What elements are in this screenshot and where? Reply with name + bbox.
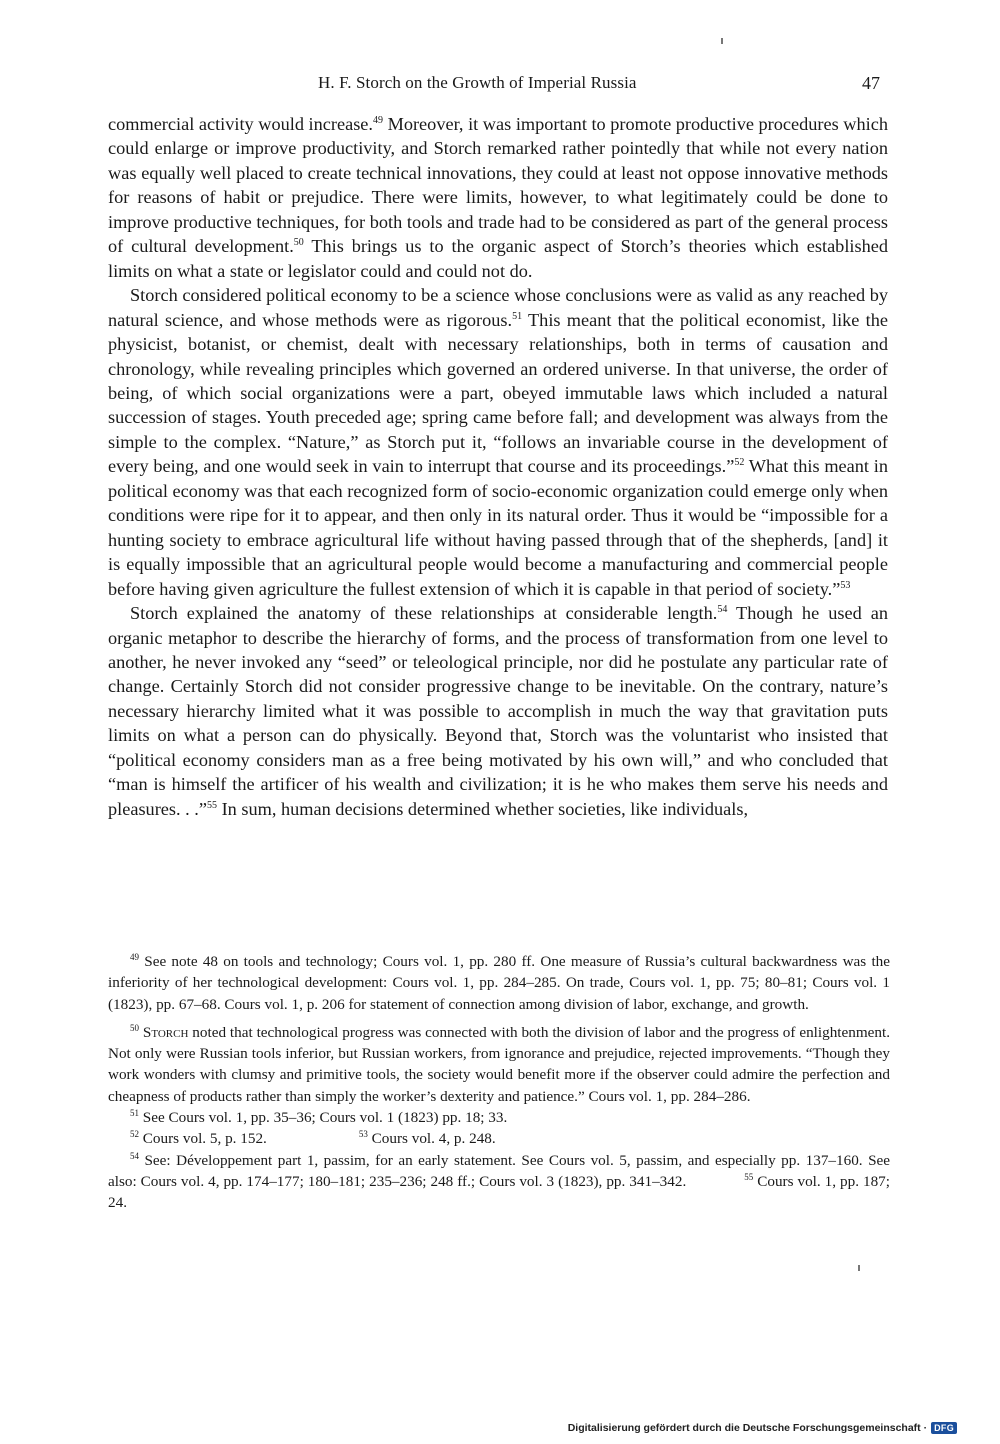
body-paragraph: Storch considered political economy to be a science whose conclusions were as valid as any reached by natural science, and whose methods were as rigorous.$^{51}$ This meant that the political economist, like the physicist, botanist, or chemist, dealt with necessary relationships, both in terms of causation and chronology, while revealing principles which governed an ordered universe. In that universe, the order of being, of which social organizations were a part, obeyed immutable laws which included a natural succession of stages. Youth preceded age; spring came before fall; and development was always from the simple to the complex. “Nature,” as Storch put it, “follows an invariable course in the development of every being, and one would seek in vain to interrupt that course and its proceedings.”$^{52}$ What this meant in political economy was that each recognized form of socio-economic organization could emerge only when conditions were ripe for it to appear, and then only in its natural order. Thus it would be “impossible for a hunting society to embrace agricultural life without having passed through that of the shepherds, [and] it is equally impossible that an agricultural people would become a manufacturing and commercial people before having given agriculture the fullest extension of which it is capable in that period of society.”$^{53}$ xyxy=(108,285,888,599)
footnote-marker: 50 xyxy=(130,1022,139,1033)
running-title: H. F. Storch on the Growth of Imperial Russia xyxy=(318,73,637,92)
footnote-50: $^{50}$ Storch noted that technological progress was connected with both the division of labor and the progress of enlightenment. Not only were Russian tools inferior, but Russian workers, from ignorance and prejudice, rejected improvements. “Though they work wonders with clumsy and primitive tools, the society would benefit more if the observer could admire the perfection and cheapness of products rather than simply the worker’s dexterity and patience.” Cours vol. 1, pp. 284–286. xyxy=(108,1022,891,1105)
footnote-ref: 54 xyxy=(717,604,728,616)
body-paragraph: commercial activity would increase.$^{49}$ Moreover, it was important to promote productive procedures which could enlarge or improve productivity, and Storch remarked rather pointedly that while not every nation was equally well placed to create technical innovations, they could at least not oppose innovative methods for reasons of habit or prejudice. There were limits, however, to what legitimately could be done to improve productive techniques, for both tools and trade had to be considered as part of the general process of cultural development.$^{50}$ This brings us to the organic aspect of Storch’s theories which established limits on what a state or legislator could and could not do. xyxy=(108,114,888,281)
footnote-ref: 51 xyxy=(512,310,523,322)
footnote-ref: 55 xyxy=(207,799,217,811)
dfg-logo-icon: DFG xyxy=(931,1422,957,1434)
running-head xyxy=(0,73,1000,99)
footnote-ref: 50 xyxy=(293,237,304,249)
footnote-52-53: $^{52}$ Cours vol. 5, p. 152. $^{53}$ Cours vol. 4, p. 248. xyxy=(130,1129,496,1148)
footnote-54-55: $^{54}$ See: Développement part 1, passim, for an early statement. See Cours vol. 5, passim, and especially pp. 137–160. See also: Cours vol. 4, pp. 174–177; 180–181; 235–236; 248 ff.; Cours vol. 3 (1823), pp. 341–342. $^{55}$ Cours vol. 1, pp. 187; 24. xyxy=(108,1150,890,1212)
page-number: 47 xyxy=(862,73,880,93)
author-name: Storch xyxy=(142,1023,189,1041)
footnote-marker: 55 xyxy=(744,1171,754,1182)
footnote-ref: 49 xyxy=(373,115,383,126)
footnote-51: $^{51}$ See Cours vol. 1, pp. 35–36; Cours vol. 1 (1823) pp. 18; 33. xyxy=(130,1108,508,1127)
footnote-marker: 54 xyxy=(130,1150,139,1161)
scan-mark xyxy=(858,1265,860,1271)
credit-text: Digitalisierung gefördert durch die Deutsche Forschungsgemeinschaft · xyxy=(567,1422,928,1434)
body-text xyxy=(108,112,888,821)
footnote-ref: 53 xyxy=(840,579,851,591)
footnote-ref: 52 xyxy=(734,457,745,469)
footnote-marker: 53 xyxy=(358,1129,368,1140)
footnote-49: $^{49}$ See note 48 on tools and technology; Cours vol. 1, pp. 280 ff. One measure of Russia’s cultural backwardness was the inferiority of her technological development: Cours vol. 1, pp. 284–285. On trade, Cours vol. 1, pp. 75; 80–81; Cours vol. 1 (1823), pp. 67–68. Cours vol. 1, p. 206 for statement of connection among division of labor, exchange, and growth. xyxy=(108,952,890,1013)
footnote-marker: 52 xyxy=(130,1129,139,1140)
body-paragraph: Storch explained the anatomy of these relationships at considerable length.$^{54}$ Though he used an organic metaphor to describe the hierarchy of forms, and the process of transformation from one level to another, he never invoked any “seed” or teleological principle, nor did he postulate any particular rate of change. Certainly Storch did not consider progressive change to be inevitable. On the contrary, nature’s necessary hierarchy limited what it was possible to accomplish in much the way that gravitation puts limits on what a person can do physically. Beyond that, Storch was the voluntarist who insisted that “political economy considers man as a free being motivated by his own will,” and who concluded that “man is himself the artificer of his wealth and civilization; it is he who makes them serve his needs and pleasures. . .”$^{55}$ In sum, human decisions determined whether societies, like individuals, xyxy=(108,603,888,819)
footnote-marker: 49 xyxy=(130,952,139,962)
scan-mark xyxy=(721,38,723,44)
footnote-marker: 51 xyxy=(130,1108,139,1119)
footnotes xyxy=(108,951,890,1214)
digitization-credit xyxy=(568,1422,957,1434)
